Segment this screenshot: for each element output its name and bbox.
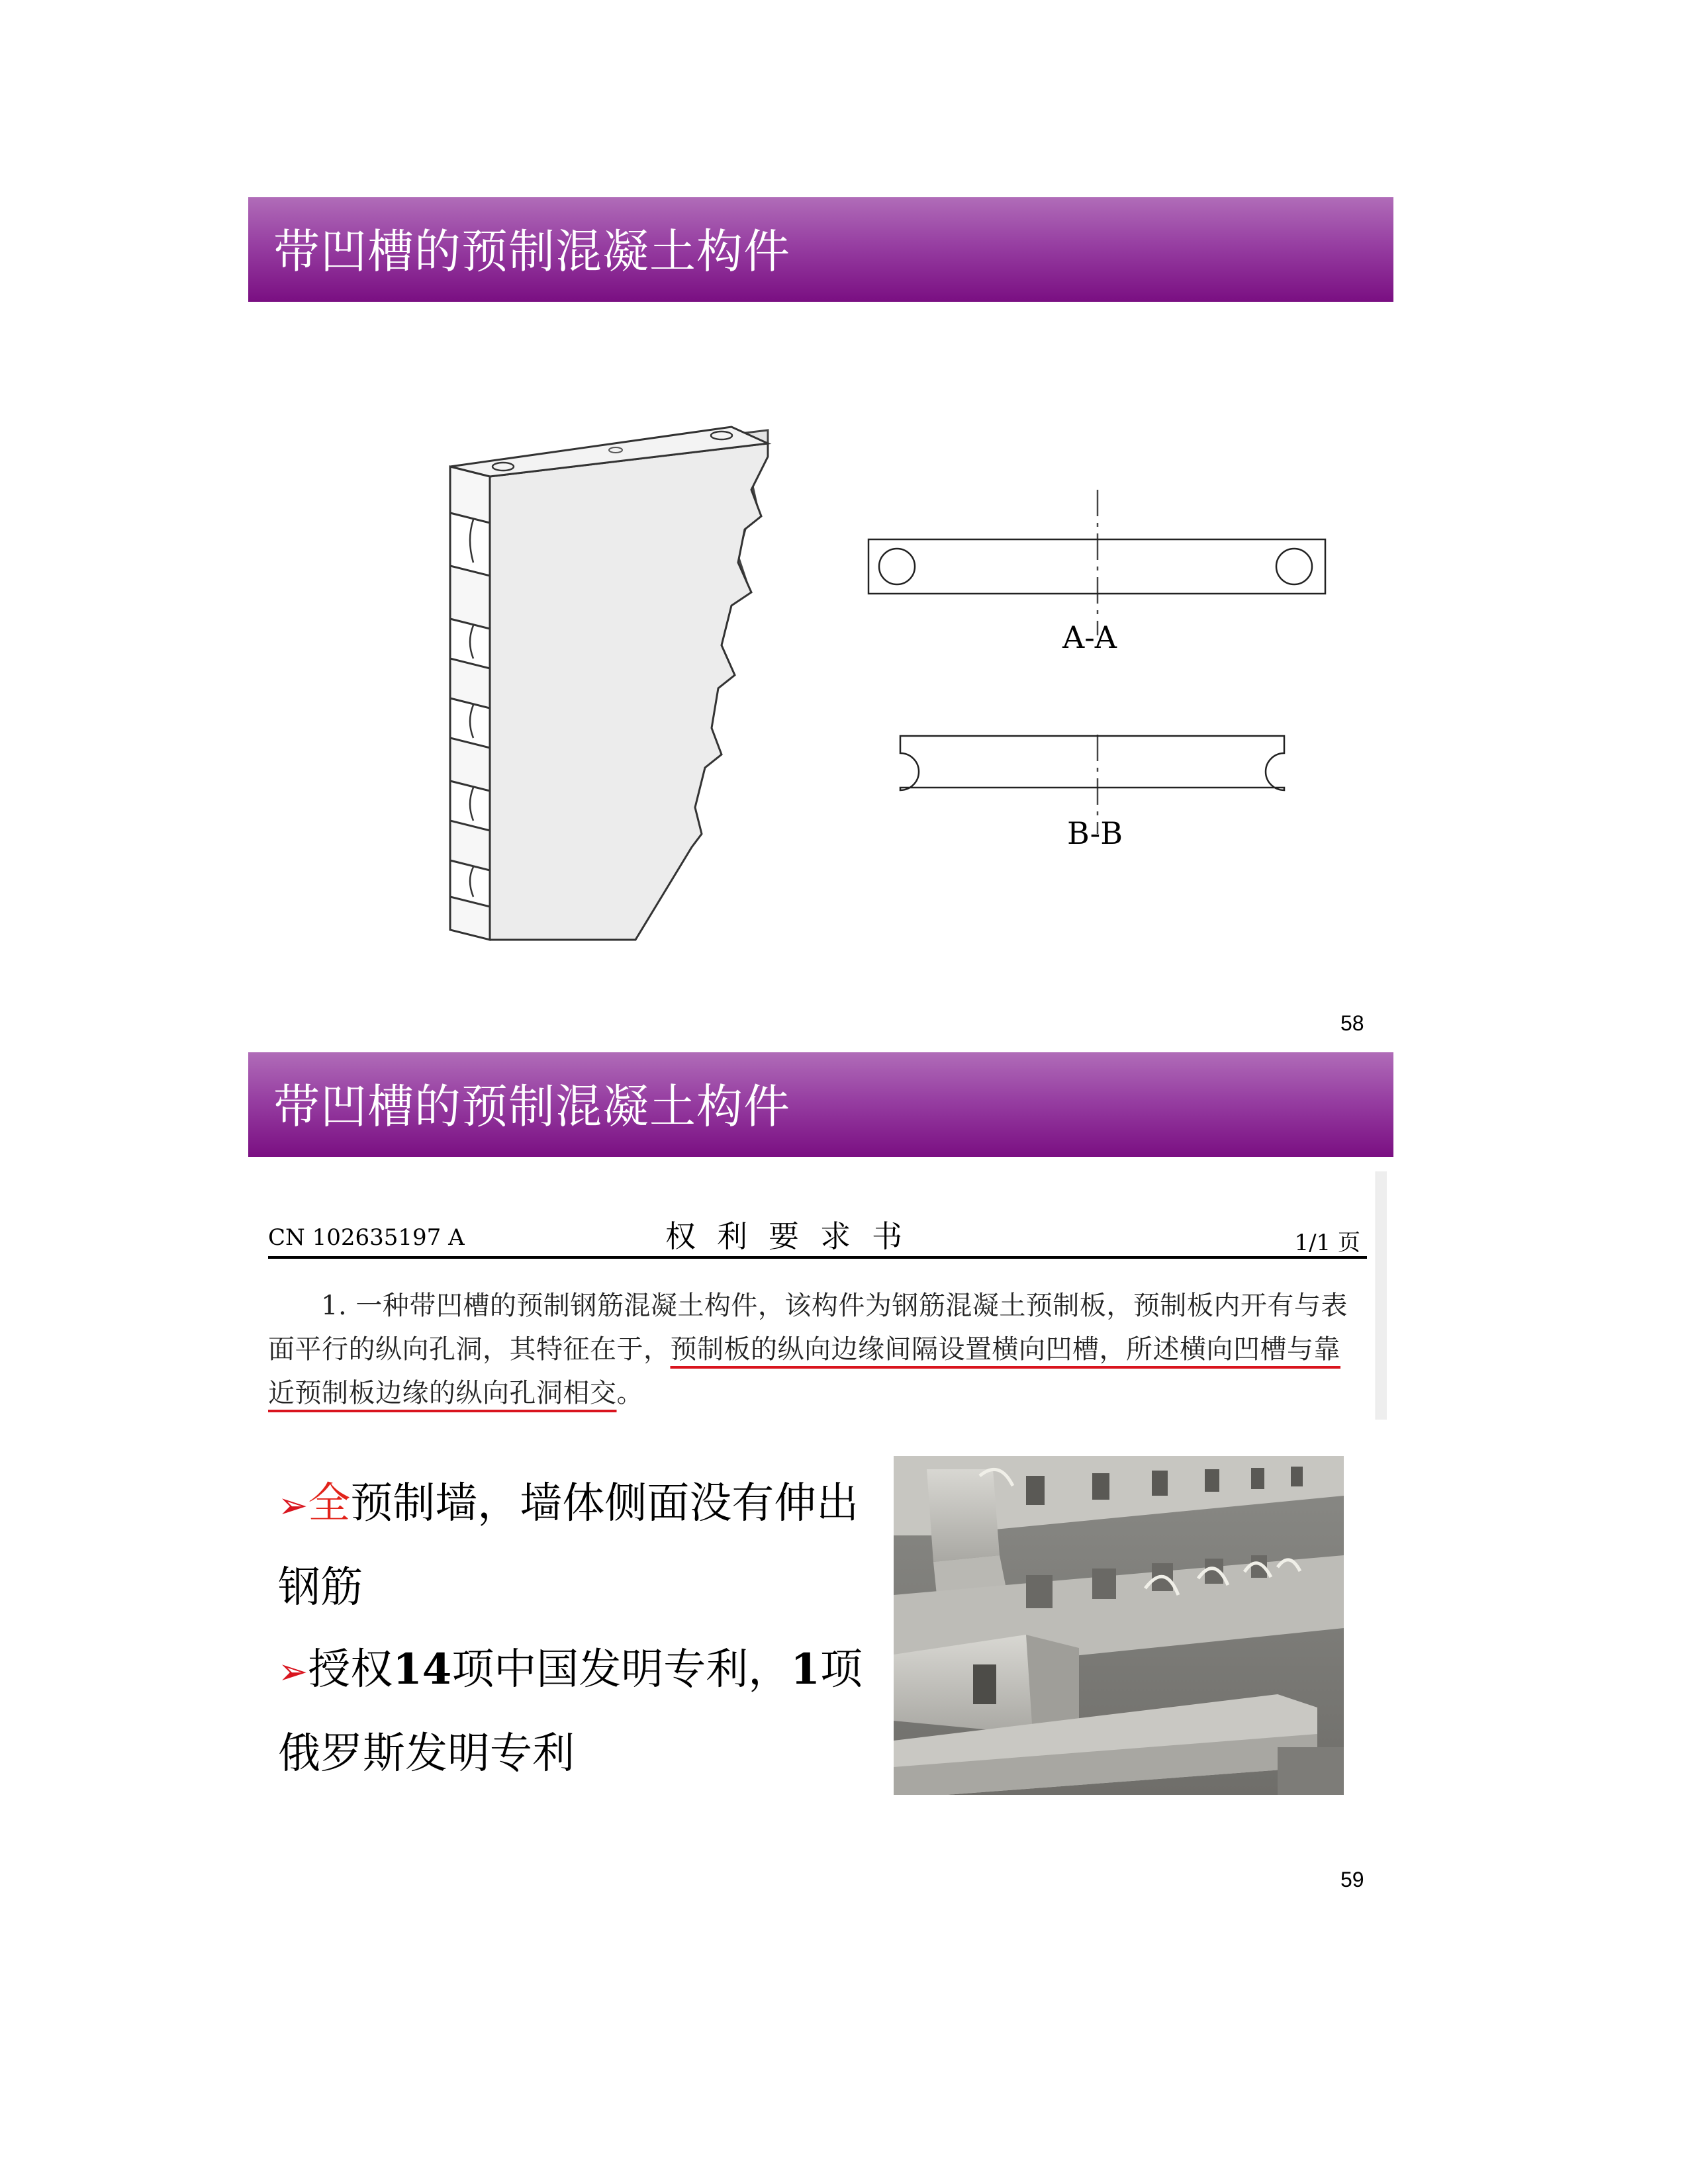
- precast-panels-photo: [894, 1456, 1344, 1795]
- bullet-list: [278, 1463, 874, 1795]
- patent-claim-excerpt: [261, 1171, 1387, 1420]
- section-aa-drawing: [861, 490, 1337, 834]
- scrollbar[interactable]: [1376, 1171, 1387, 1420]
- bullet-1-text: 预制墙，墙体侧面没有伸出钢筋: [278, 1479, 859, 1612]
- precast-panel-3d-drawing: [437, 404, 781, 973]
- patent-doc-title: 权利要求书: [665, 1218, 923, 1254]
- section-bb-label: B-B: [1067, 815, 1123, 851]
- patent-claim-text: [268, 1284, 1354, 1415]
- header-rule: [268, 1256, 1367, 1259]
- slide1-title: 带凹槽的预制混凝土构件: [273, 224, 790, 279]
- bullet-2-mid: 项中国发明专利，: [451, 1645, 791, 1694]
- claim-part-3: 。: [616, 1378, 643, 1408]
- patent-number: CN 102635197 A: [268, 1224, 465, 1251]
- bullet-arrow-icon: ➢: [278, 1651, 308, 1692]
- claim-part-2-underlined: 预制板的纵向边缘间隔设置横向凹槽，所述横向凹槽与靠近预制板边缘的纵向孔洞相交: [268, 1334, 1340, 1408]
- bullet-1-highlight: 全: [308, 1479, 351, 1528]
- bullet-arrow-icon: ➢: [278, 1484, 308, 1526]
- slide2-title-bar: [248, 1052, 1393, 1157]
- slide2-page-number: 59: [1340, 1868, 1364, 1891]
- slide1-title-bar: [248, 197, 1393, 302]
- bullet-2-pre: 授权: [308, 1645, 393, 1694]
- bullet-2-num1: 14: [393, 1645, 452, 1694]
- slide2-title: 带凹槽的预制混凝土构件: [273, 1079, 790, 1134]
- bullet-2-post: 项俄罗斯发明专利: [278, 1645, 863, 1778]
- bullet-2: [278, 1629, 874, 1795]
- patent-page: 1/1 页: [1294, 1230, 1360, 1256]
- section-aa-label: A-A: [1062, 619, 1117, 655]
- slide1-page-number: 58: [1340, 1011, 1364, 1035]
- claim-part-1: 1. 一种带凹槽的预制钢筋混凝土构件，该构件为钢筋混凝土预制板，预制板内开有与表面平行的纵向孔洞，其特征在于，: [268, 1291, 1348, 1365]
- bullet-1: [278, 1463, 874, 1629]
- bullet-2-num2: 1: [790, 1645, 820, 1694]
